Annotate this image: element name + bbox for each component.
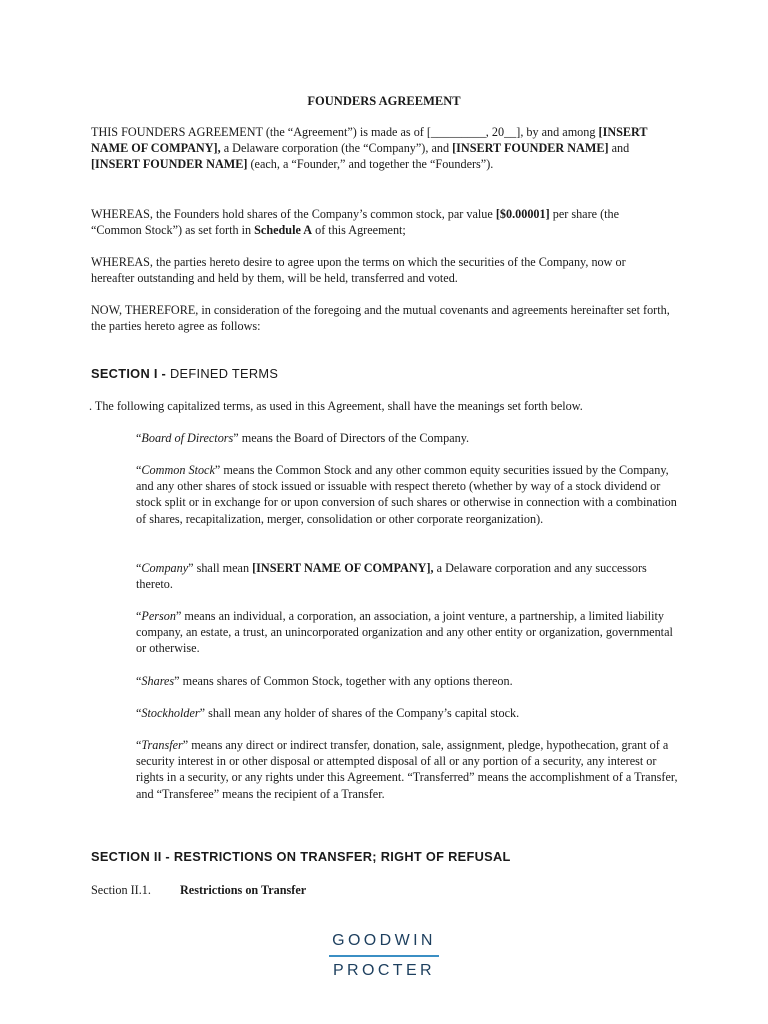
intro-text: and — [608, 141, 630, 156]
definitions-intro: . The following capitalized terms, as used in this Agreement, shall have the meanings set forth below. — [89, 399, 583, 413]
logo-line-2: PROCTER — [332, 962, 436, 979]
defined-term: Transfer — [141, 738, 183, 752]
subsection-number: Section II.1. — [91, 883, 151, 897]
defined-term: Shares — [141, 674, 175, 688]
section-2-title: RESTRICTIONS ON TRANSFER; RIGHT OF REFUSAL — [173, 849, 511, 864]
definition-person: “Person” means an individual, a corporation, an association, a joint venture, a partnership, a limited liability company, an estate, a trust, an unincorporated organization and any other entity or organization, governmental or otherwise. — [136, 609, 673, 656]
definition-company: “Company” shall mean [INSERT NAME OF COMPANY], a Delaware corporation and any successors thereto. — [136, 561, 647, 592]
founder-placeholder: [INSERT FOUNDER NAME] — [452, 141, 609, 156]
definition-common-stock: “Common Stock” means the Common Stock and any other common equity securities issued by the Company, and any other shares of stock issued or issuable with respect thereto (whether by way of a stock dividend or stock split or in exchange for or upon conversion of such shares or otherwise in connection with a combination of shares, recapitalization, merger, consolidation or other corporate reorganization). — [136, 463, 677, 526]
logo-divider — [329, 955, 439, 957]
intro-text: a Delaware corporation (the “Company”), and — [220, 141, 453, 156]
section-1-title: DEFINED TERMS — [169, 366, 279, 381]
section-1-label: SECTION I - — [91, 366, 170, 381]
whereas-text: WHEREAS, the Founders hold shares of the Company’s common stock, par value — [91, 207, 496, 221]
intro-paragraph — [91, 124, 671, 173]
definition-transfer: “Transfer” means any direct or indirect transfer, donation, sale, assignment, pledge, hypothecation, grant of a security interest in or other disposal or attempted disposal of all or any portion of a security, any interest or rights in a security, or any rights under this Agreement. “Transferred” means the accomplishment of a Transfer, and “Transferee” means the recipient of a Transfer. — [136, 738, 678, 801]
defined-term: Company — [141, 561, 189, 575]
document-title: FOUNDERS AGREEMENT — [307, 94, 461, 108]
definition-stockholder: “Stockholder” shall mean any holder of shares of the Company’s capital stock. — [136, 706, 520, 720]
whereas-paragraph-1 — [91, 206, 671, 238]
defined-term: Common Stock — [141, 463, 215, 477]
defined-term: Stockholder — [141, 706, 200, 720]
company-placeholder: [INSERT NAME OF COMPANY], — [91, 125, 648, 156]
definition-text: ” shall mean any holder of shares of the Company’s capital stock. — [199, 706, 520, 720]
intro-text: (each, a “Founder,” and together the “Founders”). — [247, 157, 494, 172]
definition-text: a Delaware corporation and any successors thereto. — [136, 561, 647, 592]
whereas-text: of this Agreement; — [312, 223, 406, 238]
schedule-reference: Schedule A — [254, 223, 313, 238]
definition-text: ” means shares of Common Stock, together with any options thereon. — [174, 674, 513, 688]
subsection-title: Restrictions on Transfer — [180, 883, 307, 897]
definition-text: ” means an individual, a corporation, an association, a joint venture, a partnership, a limited liability company, an estate, a trust, an unincorporated organization and any other entity or organization, governmental or otherwise. — [136, 609, 673, 656]
goodwin-procter-logo — [300, 930, 468, 982]
definition-text: ” shall mean — [188, 561, 253, 575]
section-1-heading — [91, 366, 278, 382]
now-therefore-paragraph: NOW, THEREFORE, in consideration of the foregoing and the mutual covenants and agreements hereinafter set forth, the parties hereto agree as follows: — [91, 303, 670, 334]
company-placeholder: [INSERT NAME OF COMPANY], — [252, 561, 434, 575]
intro-text: THIS FOUNDERS AGREEMENT (the “Agreement”) is made as of [_________, 20__], by and among — [91, 125, 599, 139]
defined-term: Board of Directors — [141, 431, 234, 445]
definition-text: ” means the Board of Directors of the Company. — [233, 431, 470, 445]
section-2-heading — [91, 849, 511, 865]
definition-shares: “Shares” means shares of Common Stock, together with any options thereon. — [136, 674, 513, 688]
whereas-text: per share (the “Common Stock”) as set forth in — [91, 207, 620, 238]
founder-placeholder: [INSERT FOUNDER NAME] — [91, 157, 248, 172]
defined-term: Person — [141, 609, 176, 623]
whereas-paragraph-2: WHEREAS, the parties hereto desire to agree upon the terms on which the securities of the Company, now or hereafter outstanding and held by them, will be held, transferred and voted. — [91, 255, 626, 286]
definition-text: ” means any direct or indirect transfer, donation, sale, assignment, pledge, hypothecation, grant of a security interest in or other disposal or attempted disposal of all or any portion of a security, any interest or rights in a security, or any rights under this Agreement. “Transferred” means the accomplishment of a Transfer, and “Transferee” means the recipient of a Transfer. — [136, 738, 678, 801]
par-value-placeholder: [$0.00001] — [495, 207, 550, 221]
definition-text: ” means the Common Stock and any other common equity securities issued by the Company, and any other shares of stock issued or issuable with respect thereto (whether by way of a stock dividend or stock split or in exchange for or upon conversion of such shares or otherwise in connection with a combination of shares, recapitalization, merger, consolidation or other corporate reorganization). — [136, 463, 677, 526]
logo-line-1: GOODWIN — [332, 932, 436, 949]
definition-board: “Board of Directors” means the Board of Directors of the Company. — [136, 431, 470, 445]
subsection-heading — [91, 882, 671, 898]
section-2-label: SECTION II - — [91, 849, 174, 864]
